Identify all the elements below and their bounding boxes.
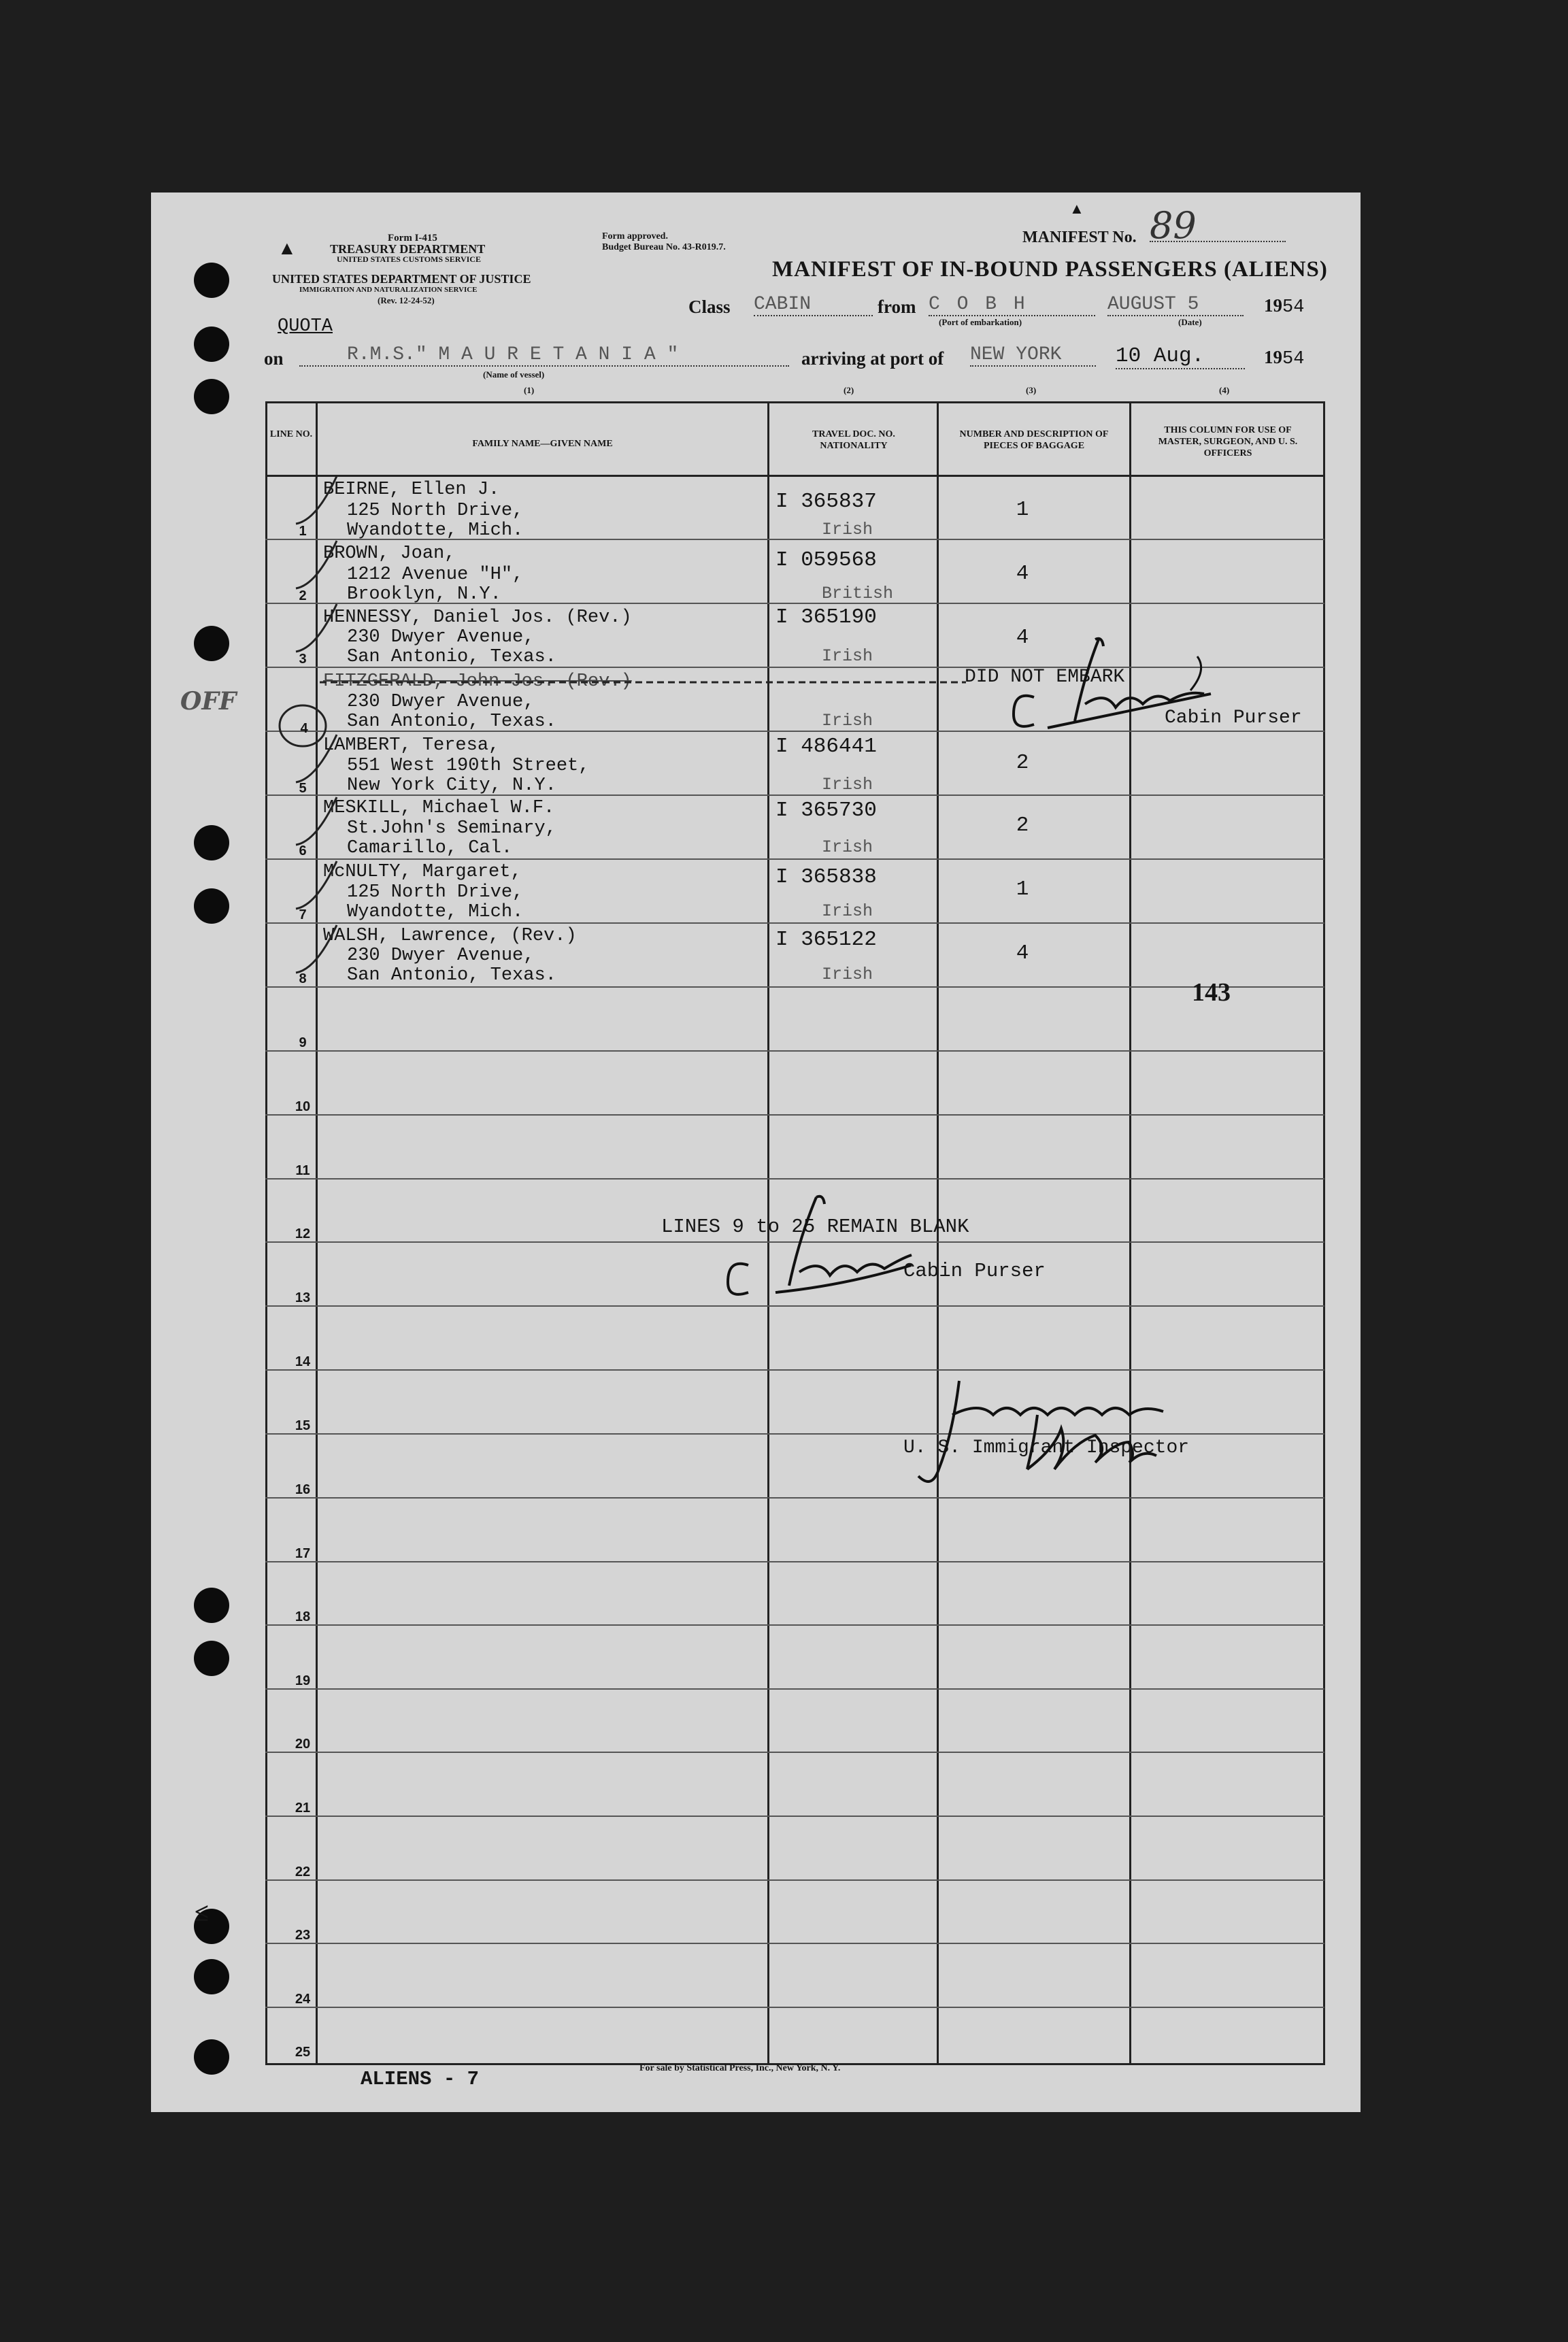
passenger-address: St.John's Seminary, xyxy=(347,818,556,839)
arriving-label: arriving at port of xyxy=(801,348,944,369)
row-rule xyxy=(265,1752,1324,1753)
date-caption: (Date) xyxy=(1178,317,1202,327)
col-num-3: (3) xyxy=(1026,385,1037,395)
nationality: Irish xyxy=(822,837,873,857)
arrival-date: 10 Aug. xyxy=(1116,344,1245,369)
punch-hole xyxy=(194,1588,229,1623)
passenger-address: 125 North Drive, xyxy=(347,882,524,903)
row-rule xyxy=(265,1816,1324,1817)
nationality: Irish xyxy=(822,775,873,794)
line-number: 6 xyxy=(299,843,307,858)
purser-signature-2 xyxy=(707,1177,952,1306)
punch-hole xyxy=(194,2039,229,2075)
line-number: 17 xyxy=(295,1546,311,1561)
passenger-address: 1212 Avenue "H", xyxy=(347,565,524,585)
vessel-caption: (Name of vessel) xyxy=(483,369,545,380)
row-rule xyxy=(265,1050,1324,1052)
punch-hole xyxy=(194,1959,229,1994)
nationality: Irish xyxy=(822,965,873,984)
line-number: 4 xyxy=(300,721,308,736)
line-number: 13 xyxy=(295,1290,311,1305)
line-number: 19 xyxy=(295,1673,311,1688)
footer-form-code: ALIENS - 7 xyxy=(361,2068,480,2090)
arrival-port: NEW YORK xyxy=(970,344,1096,367)
budget-bureau: Budget Bureau No. 43-R019.7. xyxy=(602,242,726,252)
cabin-purser-note-2: Cabin Purser xyxy=(903,1260,1046,1282)
line-number: 3 xyxy=(299,652,307,667)
corner-mark: ▲ xyxy=(278,238,297,259)
form-revision: (Rev. 12-24-52) xyxy=(378,295,435,305)
cabin-purser-note: Cabin Purser xyxy=(1165,707,1302,729)
nationality: British xyxy=(822,584,894,603)
vessel-name: R.M.S." M A U R E T A N I A " xyxy=(299,344,789,367)
baggage-count: 4 xyxy=(1016,626,1029,650)
nationality: Irish xyxy=(822,520,873,539)
punch-hole xyxy=(194,379,229,414)
sail-year: 1954 xyxy=(1264,295,1305,318)
header-family-name: FAMILY NAME—GIVEN NAME xyxy=(472,439,613,449)
row-rule xyxy=(265,1943,1324,1944)
passenger-name: McNULTY, Margaret, xyxy=(323,862,522,882)
line-number: 8 xyxy=(299,971,307,986)
row-rule xyxy=(265,1369,1324,1371)
did-not-embark-note: DID NOT EMBARK xyxy=(965,667,1125,688)
passenger-address: New York City, N.Y. xyxy=(347,775,556,796)
line-number: 2 xyxy=(299,588,307,603)
quota-label: QUOTA xyxy=(278,316,333,337)
col-num-4: (4) xyxy=(1219,385,1230,395)
punch-hole xyxy=(194,1641,229,1676)
row-rule xyxy=(265,1624,1324,1626)
passenger-name-struck: FITZGERALD, John Jos. (Rev.) xyxy=(323,671,632,692)
customs-service: UNITED STATES CUSTOMS SERVICE xyxy=(337,254,481,264)
top-mark: ▲ xyxy=(1069,200,1084,217)
line-number: 18 xyxy=(295,1609,311,1624)
from-label: from xyxy=(878,297,916,317)
header-travel-doc: TRAVEL DOC. NO. NATIONALITY xyxy=(812,429,895,451)
passenger-name: BROWN, Joan, xyxy=(323,543,456,564)
on-label: on xyxy=(264,348,284,369)
passenger-address: Wyandotte, Mich. xyxy=(347,520,524,541)
line-number: 23 xyxy=(295,1928,311,1943)
nationality: Irish xyxy=(822,646,873,666)
passenger-address: Wyandotte, Mich. xyxy=(347,902,524,922)
check-marks xyxy=(286,476,367,993)
col-num-1: (1) xyxy=(524,385,535,395)
passenger-address: San Antonio, Texas. xyxy=(347,712,556,732)
passenger-address: 230 Dwyer Avenue, xyxy=(347,627,535,648)
line-number: 20 xyxy=(295,1737,311,1752)
table-header-rule xyxy=(265,475,1324,477)
travel-doc-no: I 486441 xyxy=(775,735,877,758)
arrival-year: 1954 xyxy=(1264,347,1305,369)
line-number: 7 xyxy=(299,907,307,922)
header-officers-column: THIS COLUMN FOR USE OF MASTER, SURGEON, AND U. S. OFFICERS xyxy=(1158,425,1298,458)
form-number: Form I-415 xyxy=(388,233,437,244)
row-rule xyxy=(265,1879,1324,1881)
row-rule xyxy=(265,1688,1324,1690)
footer-printer: For sale by Statistical Press, Inc., New York, N. Y. xyxy=(639,2063,841,2073)
punch-hole xyxy=(194,626,229,661)
line-number: 11 xyxy=(295,1163,310,1178)
punch-hole xyxy=(194,888,229,924)
passenger-address: 551 West 190th Street, xyxy=(347,756,590,776)
line-number: 24 xyxy=(295,1992,311,2007)
margin-off-note: OFF xyxy=(180,687,237,716)
baggage-count: 2 xyxy=(1016,751,1029,775)
inspector-signature xyxy=(905,1374,1231,1530)
baggage-count: 4 xyxy=(1016,941,1029,965)
manifest-number: 89 xyxy=(1150,204,1286,242)
strikeout-dashed-line xyxy=(320,679,973,686)
punch-hole xyxy=(194,327,229,362)
nationality: Irish xyxy=(822,711,873,731)
manifest-label: MANIFEST No. xyxy=(1022,229,1137,246)
line-number: 5 xyxy=(299,781,307,796)
port-of-embarkation: C O B H xyxy=(929,294,1095,316)
passenger-name: MESKILL, Michael W.F. xyxy=(323,798,555,818)
line-number: 10 xyxy=(295,1099,311,1114)
manifest-title: MANIFEST OF IN-BOUND PASSENGERS (ALIENS) xyxy=(772,257,1328,282)
line-number: 9 xyxy=(299,1035,307,1050)
lines-remain-blank-note: LINES 9 to 25 REMAIN BLANK xyxy=(661,1216,969,1238)
passenger-address: San Antonio, Texas. xyxy=(347,965,556,986)
travel-doc-no: I 059568 xyxy=(775,548,877,572)
line-number: 16 xyxy=(295,1482,311,1497)
purser-signature xyxy=(993,629,1238,758)
passenger-address: 230 Dwyer Avenue, xyxy=(347,946,535,966)
class-value: CABIN xyxy=(754,294,873,316)
line-number: 22 xyxy=(295,1864,311,1879)
header-baggage: NUMBER AND DESCRIPTION OF PIECES OF BAGGAGE xyxy=(959,429,1109,451)
passenger-name: LAMBERT, Teresa, xyxy=(323,735,500,756)
baggage-count: 4 xyxy=(1016,562,1029,586)
line-number: 14 xyxy=(295,1354,311,1369)
ins-service: IMMIGRATION AND NATURALIZATION SERVICE xyxy=(299,286,478,294)
line-number: 25 xyxy=(295,2045,311,2060)
punch-hole xyxy=(194,825,229,860)
passenger-name: HENNESSY, Daniel Jos. (Rev.) xyxy=(323,607,632,628)
line-number: 21 xyxy=(295,1801,311,1816)
passenger-name: BEIRNE, Ellen J. xyxy=(323,480,500,500)
passenger-address: San Antonio, Texas. xyxy=(347,647,556,667)
line-number: 15 xyxy=(295,1418,311,1433)
port-caption: (Port of embarkation) xyxy=(939,317,1022,327)
travel-doc-no: I 365838 xyxy=(775,865,877,889)
dept-justice: UNITED STATES DEPARTMENT OF JUSTICE xyxy=(272,272,531,286)
line-number: 1 xyxy=(299,524,307,539)
nationality: Irish xyxy=(822,901,873,921)
travel-doc-no: I 365837 xyxy=(775,490,877,514)
form-approved: Form approved. xyxy=(602,231,668,241)
class-label: Class xyxy=(688,297,731,317)
sail-date: AUGUST 5 xyxy=(1107,294,1244,316)
passenger-address: Camarillo, Cal. xyxy=(347,838,513,858)
row-rule xyxy=(265,2007,1324,2008)
line-number: 12 xyxy=(295,1226,311,1241)
treasury-department: TREASURY DEPARTMENT xyxy=(330,242,486,256)
baggage-count: 2 xyxy=(1016,814,1029,837)
baggage-count: 1 xyxy=(1016,498,1029,522)
passenger-name: WALSH, Lawrence, (Rev.) xyxy=(323,926,577,946)
travel-doc-no: I 365730 xyxy=(775,799,877,822)
margin-mark: ≤ xyxy=(195,1898,209,1927)
col-num-2: (2) xyxy=(844,385,854,395)
punch-hole xyxy=(194,263,229,298)
travel-doc-no: I 365190 xyxy=(775,605,877,629)
passenger-address: 230 Dwyer Avenue, xyxy=(347,692,535,712)
passenger-count: 143 xyxy=(1192,978,1231,1007)
immigrant-inspector-label: U. S. Immigrant Inspector xyxy=(903,1437,1190,1458)
passenger-address: 125 North Drive, xyxy=(347,501,524,521)
row-rule xyxy=(265,986,1324,988)
header-line-no: LINE NO. xyxy=(269,429,313,439)
table-top-rule xyxy=(265,401,1324,403)
passenger-address: Brooklyn, N.Y. xyxy=(347,584,501,605)
row-rule xyxy=(265,1561,1324,1562)
baggage-count: 1 xyxy=(1016,877,1029,901)
row-rule xyxy=(265,1114,1324,1116)
travel-doc-no: I 365122 xyxy=(775,928,877,952)
